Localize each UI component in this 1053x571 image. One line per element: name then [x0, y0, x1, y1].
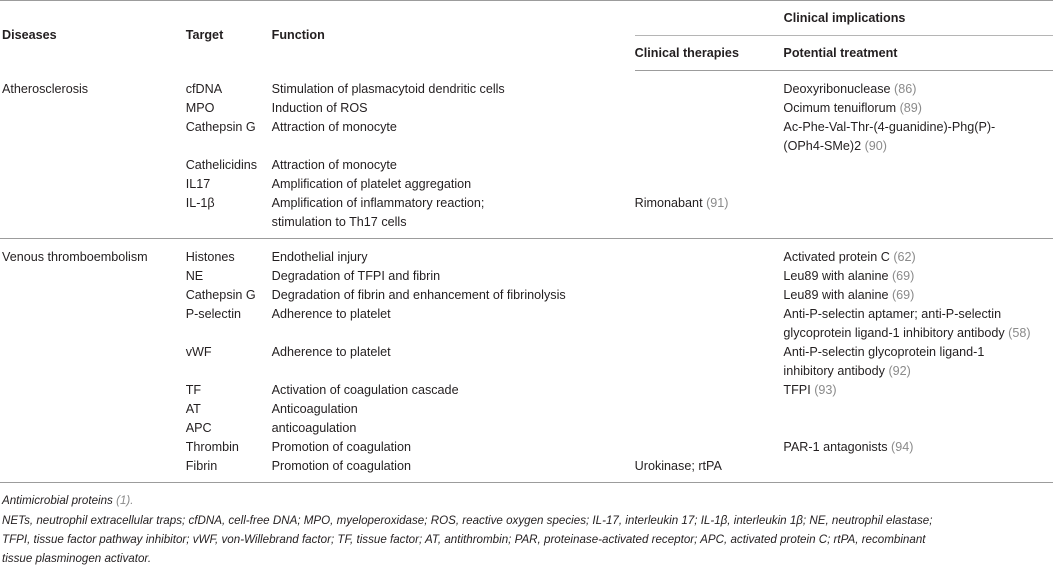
treatment-text: (OPh4-SMe)2: [783, 139, 862, 153]
cell-clinical-therapy: [635, 381, 784, 400]
cell-potential-treatment: [783, 438, 1053, 457]
table-row: [0, 71, 1053, 100]
function-line: Endothelial injury: [271, 250, 368, 264]
cell-potential-treatment: [783, 419, 1053, 438]
cell-function: [272, 156, 635, 175]
footnote-antimicrobial-ref: (1).: [116, 494, 134, 507]
table-body: [0, 71, 1053, 483]
cell-potential-treatment: [783, 156, 1053, 175]
cell-potential-treatment: [783, 400, 1053, 419]
cell-potential-treatment: [783, 99, 1053, 118]
cell-disease: Venous thromboembolism: [2, 250, 148, 264]
treatment-line: [783, 362, 1053, 381]
cell-function: [272, 343, 635, 381]
treatment-line: [783, 286, 1053, 305]
cell-target: IL17: [185, 177, 211, 191]
treatment-line: [783, 381, 1053, 400]
cell-target: TF: [185, 383, 202, 397]
table-row: [0, 175, 1053, 194]
treatment-text: Ac-Phe-Val-Thr-(4-guanidine)-Phg(P)-: [783, 120, 996, 134]
cell-disease: [0, 400, 186, 419]
treatment-ref: (89): [899, 101, 923, 115]
cell-disease: [0, 99, 186, 118]
cell-disease: [0, 419, 186, 438]
cell-potential-treatment: [783, 305, 1053, 343]
table-row: [0, 419, 1053, 438]
cell-disease: [0, 381, 186, 400]
treatment-line: [783, 248, 1053, 267]
cell-clinical-therapy: [635, 419, 784, 438]
cell-potential-treatment: [783, 71, 1053, 100]
cell-clinical-therapy: [635, 438, 784, 457]
footnote-abbrev-line: TFPI, tissue factor pathway inhibitor; vWF, von-Willebrand factor; TF, tissue factor; AT, antithrombin; PAR, proteinase-activated receptor; APC, activated protein C; rtPA, recombinant: [2, 533, 926, 546]
treatment-text: glycoprotein ligand-1 inhibitory antibody: [783, 326, 1005, 340]
treatment-line: [783, 80, 1053, 99]
footnote-antimicrobial-text: Antimicrobial proteins: [2, 494, 113, 507]
treatment-ref: (93): [814, 383, 837, 397]
cell-disease: [0, 194, 186, 239]
treatment-ref: (86): [894, 82, 917, 96]
table-row: [0, 99, 1053, 118]
cell-disease: [0, 438, 186, 457]
table-header: [0, 1, 1053, 71]
cell-clinical-therapy: [635, 194, 784, 239]
cell-disease: [0, 305, 186, 343]
cell-disease: [0, 343, 186, 381]
therapy-ref: (91): [706, 196, 729, 210]
cell-disease: [0, 118, 186, 156]
treatment-text: Leu89 with alanine: [783, 269, 889, 283]
function-line: Degradation of fibrin and enhancement of fibrinolysis: [271, 288, 566, 302]
treatment-text: Anti-P-selectin aptamer; anti-P-selectin: [783, 307, 1002, 321]
cell-potential-treatment: [783, 267, 1053, 286]
cell-function: [272, 267, 635, 286]
header-potential-treatment: Potential treatment: [783, 36, 1053, 71]
function-line: Activation of coagulation cascade: [271, 383, 459, 397]
therapy-text: Rimonabant: [634, 196, 703, 210]
cell-clinical-therapy: [635, 175, 784, 194]
table-row: [0, 239, 1053, 268]
treatment-text: inhibitory antibody: [783, 364, 885, 378]
cell-function: [272, 457, 635, 483]
cell-target: MPO: [185, 101, 215, 115]
cell-target: Cathepsin G: [185, 120, 256, 134]
cell-disease: [0, 267, 186, 286]
cell-function: [272, 118, 635, 156]
cell-function: [272, 286, 635, 305]
treatment-text: Anti-P-selectin glycoprotein ligand-1: [783, 345, 985, 359]
table-row: [0, 305, 1053, 343]
cell-clinical-therapy: [635, 305, 784, 343]
function-line: stimulation to Th17 cells: [271, 215, 407, 229]
header-diseases: Diseases: [0, 1, 186, 71]
cell-clinical-therapy: [635, 267, 784, 286]
cell-function: [272, 175, 635, 194]
footnote-abbrev-line: NETs, neutrophil extracellular traps; cfDNA, cell-free DNA; MPO, myeloperoxidase; ROS, reactive oxygen species; IL-17, interleukin 17; IL-1β, interleukin 1β; NE, neutrophil elastase;: [2, 514, 933, 527]
cell-function: [272, 400, 635, 419]
cell-clinical-therapy: [635, 156, 784, 175]
cell-target: Cathelicidins: [185, 158, 258, 172]
cell-function: [272, 305, 635, 343]
function-line: Degradation of TFPI and fibrin: [271, 269, 441, 283]
table-row: [0, 267, 1053, 286]
cell-target: IL-1β: [186, 194, 272, 239]
cell-clinical-therapy: [635, 457, 784, 483]
function-line: Promotion of coagulation: [271, 459, 411, 473]
cell-target: NE: [185, 269, 204, 283]
function-line: Attraction of monocyte: [271, 120, 397, 134]
function-line: Promotion of coagulation: [271, 440, 411, 454]
header-function: Function: [272, 1, 635, 71]
cell-function: [272, 99, 635, 118]
treatment-ref: (94): [891, 440, 914, 454]
header-clinical-implications: Clinical implications: [635, 1, 1053, 36]
treatment-line: [783, 438, 1053, 457]
therapy-text: Urokinase; rtPA: [634, 459, 722, 473]
function-line: Attraction of monocyte: [271, 158, 397, 172]
function-line: Induction of ROS: [271, 101, 368, 115]
table-row: [0, 118, 1053, 156]
cell-clinical-therapy: [635, 99, 784, 118]
cell-disease: Atherosclerosis: [2, 81, 89, 96]
treatment-text: Leu89 with alanine: [783, 288, 889, 302]
cell-clinical-therapy: [635, 286, 784, 305]
treatment-line: [783, 305, 1053, 324]
cell-potential-treatment: [783, 286, 1053, 305]
header-row-1: [0, 1, 1053, 36]
treatment-ref: (69): [891, 269, 915, 283]
treatment-line: [783, 137, 1053, 156]
function-line: Anticoagulation: [271, 402, 358, 416]
cell-disease: [0, 175, 186, 194]
treatment-ref: (69): [891, 288, 915, 302]
treatment-text: Deoxyribonuclease: [783, 82, 891, 96]
cell-potential-treatment: [783, 118, 1053, 156]
cell-disease: [0, 156, 186, 175]
function-line: Amplification of inflammatory reaction;: [271, 196, 485, 210]
cell-potential-treatment: [783, 239, 1053, 268]
treatment-ref: (58): [1008, 326, 1031, 340]
cell-target: Histones: [185, 250, 235, 264]
cell-potential-treatment: [783, 457, 1053, 483]
cell-function: [272, 71, 635, 100]
treatment-text: TFPI: [783, 383, 811, 397]
table-row: [0, 156, 1053, 175]
footnote-abbreviations: [2, 511, 1051, 568]
cell-target: vWF: [185, 345, 212, 359]
cell-clinical-therapy: [635, 118, 784, 156]
treatment-ref: (62): [893, 250, 916, 264]
table-row: [0, 343, 1053, 381]
treatment-line: [783, 99, 1053, 118]
function-line: Stimulation of plasmacytoid dendritic cells: [271, 81, 505, 96]
cell-clinical-therapy: [635, 71, 784, 100]
footnote-abbrev-line: tissue plasminogen activator.: [2, 552, 152, 565]
cell-function: [272, 381, 635, 400]
cell-potential-treatment: [783, 343, 1053, 381]
cell-clinical-therapy: [635, 343, 784, 381]
function-line: Adherence to platelet: [271, 307, 391, 321]
cell-target: Fibrin: [186, 457, 272, 483]
function-line: Amplification of platelet aggregation: [271, 177, 472, 191]
treatment-line: [783, 343, 1053, 362]
cell-clinical-therapy: [635, 400, 784, 419]
cell-target: APC: [185, 421, 212, 435]
cell-potential-treatment: [783, 194, 1053, 239]
table-row: [0, 457, 1053, 483]
treatment-line: [783, 267, 1053, 286]
cell-function: [272, 194, 635, 239]
treatment-ref: (92): [888, 364, 911, 378]
table-row: [0, 400, 1053, 419]
cell-disease: [0, 286, 186, 305]
cell-target: cfDNA: [185, 81, 223, 96]
table-row: [0, 381, 1053, 400]
cell-function: [272, 419, 635, 438]
treatment-line: [783, 324, 1053, 343]
cell-function: [272, 239, 635, 268]
cell-target: Thrombin: [185, 440, 239, 454]
cell-potential-treatment: [783, 175, 1053, 194]
table-row: [0, 286, 1053, 305]
cell-target: P-selectin: [185, 307, 241, 321]
header-clinical-therapies: Clinical therapies: [635, 36, 784, 71]
cell-function: [272, 438, 635, 457]
treatment-text: Ocimum tenuiflorum: [783, 101, 897, 115]
treatment-text: Activated protein C: [783, 250, 890, 264]
treatment-line: [783, 118, 1053, 137]
cell-clinical-therapy: [635, 239, 784, 268]
cell-target: AT: [185, 402, 201, 416]
table-row: [0, 194, 1053, 239]
treatment-text: PAR-1 antagonists: [783, 440, 888, 454]
header-target: Target: [186, 1, 272, 71]
cell-target: Cathepsin G: [185, 288, 256, 302]
treatment-ref: (90): [864, 139, 888, 153]
cell-potential-treatment: [783, 381, 1053, 400]
table-row: [0, 438, 1053, 457]
function-line: Adherence to platelet: [271, 345, 391, 359]
function-line: anticoagulation: [271, 421, 357, 435]
cell-disease: [0, 457, 186, 483]
footnote-antimicrobial: [2, 491, 1051, 510]
